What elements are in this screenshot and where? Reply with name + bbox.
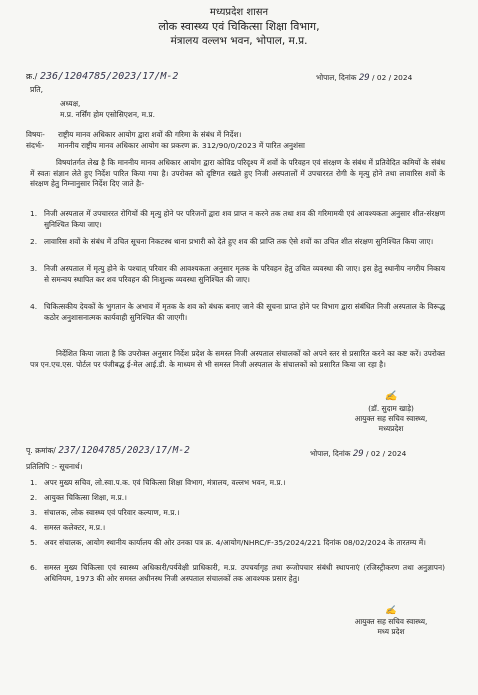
list-item	[30, 302, 445, 323]
copy-to-label: प्रतिलिपि :- सूचनार्थ।	[26, 462, 83, 471]
copy-item	[30, 563, 445, 584]
signature-date-label: भोपाल, दिनांक	[310, 449, 351, 458]
signature-scribble: ✍	[385, 606, 397, 616]
letterhead	[0, 6, 478, 49]
ref-label: क्र./	[26, 72, 38, 81]
copy-item	[30, 493, 445, 504]
header-line3: मंत्रालय वल्लभ भवन, भोपाल, म.प्र.	[170, 35, 308, 48]
list-item	[30, 209, 445, 230]
ref-date-day: 29	[358, 73, 370, 83]
copy-item-number: 3.	[30, 508, 38, 517]
copy-item-number: 6.	[30, 563, 38, 572]
reference-label: संदर्भः-	[26, 141, 45, 151]
signature-scribble: ✍	[384, 391, 398, 402]
copy-item-number: 2.	[30, 493, 38, 502]
ref-date-rest: / 02 / 2024	[372, 73, 413, 82]
copy-item-text: आयुक्त चिकित्सा शिक्षा, म.प्र.।	[44, 493, 127, 502]
list-item-text: निजी अस्पताल में उपचाररत रोगियों की मृत्यु होने पर परिजनों द्वारा शव प्राप्त न करने तक तथा शव की गरिमामयी एवं आवश्यकता अनुसार शीत-संरक्षण सुनिश्चित किया जाए।	[44, 209, 445, 229]
copy-item	[30, 478, 445, 489]
copy-item	[30, 538, 445, 549]
endorsement-number-row	[26, 444, 190, 458]
list-item	[30, 264, 445, 285]
copy-item-text: अपर मुख्य सचिव, लो.स्वा.प.क. एवं चिकित्सा शिक्षा विभाग, मंत्रालय, वल्लभ भवन, म.प्र.।	[44, 478, 286, 487]
header-line1: मध्यप्रदेश शासन	[209, 7, 269, 18]
prati-label: प्रति,	[30, 85, 44, 94]
list-item-text: निजी अस्पताल में मृत्यु होने के पश्चात् परिवार की आवश्यकता अनुसार मृतक के परिवहन हेतु उचित व्यवस्था की जाए। इस हेतु स्थानीय नगरीय निकाय से समन्वय स्थापित कर शव परिवहन की निःशुल्क व्यवस्था सुनिश्चित की जाए।	[44, 264, 445, 284]
recipient-block	[60, 99, 155, 120]
signatory-state: मध्य प्रदेश	[377, 626, 405, 636]
copy-item-number: 5.	[30, 538, 38, 547]
copy-item-number: 1.	[30, 478, 38, 487]
reference-text: माननीय राष्ट्रीय मानव अधिकार आयोग का प्रकरण क्र. 312/90/0/2023 में पारित अनुशंसा	[58, 141, 305, 151]
header-line2: लोक स्वास्थ्य एवं चिकित्सा शिक्षा विभाग,	[158, 19, 320, 33]
copy-item-text: अवर संचालक, आयोग स्थानीय कार्यालय की ओर उनका पत्र क्र. 4/आयोग/NHRC/F-35/2024/221 दिनांक 08/02/2024 के तारतम्य में।	[44, 538, 426, 547]
ref-date	[316, 72, 412, 85]
copy-item	[30, 508, 445, 519]
list-item-number: 4.	[30, 302, 38, 311]
list-item-text: लावारिस शवों के संबंध में उचित सूचना निकटस्थ थाना प्रभारी को देते हुए शव की प्राप्ति तक ऐसे शवों का उचित शीत संरक्षण सुनिश्चित किया जाए।	[44, 237, 434, 246]
body-paragraph-1: विषयांतर्गत लेख है कि माननीय मानव अधिकार आयोग द्वारा कोविड परिदृश्य में शवों के परिवहन एवं संरक्षण के संबंध में प्रतिवेदित कमियों के संबंध में स्वतः संज्ञान लेते हुए निर्देश पारित किया गया है। उपरोक्त को दृष्टिगत रखते हुए निजी अस्पतालों में उपचाररत रोगी के मृत्यु होने तथा लावारिस शवों के संरक्षण हेतु निम्नानुसार निर्देश दिए जाते हैः-	[30, 158, 445, 189]
signature-date-day: 29	[352, 449, 364, 459]
ref-number: 236/1204785/2023/17/M-2	[39, 71, 179, 82]
body-paragraph-2: निर्देशित किया जाता है कि उपरोक्त अनुसार निर्देश प्रदेश के समस्त निजी अस्पताल संचालकों को अपने स्तर से प्रसारित करने का कष्ट करें। उपरोक्त पत्र एन.एच.एस. पोर्टल पर पंजीबद्ध ई-मेल आई.डी. के माध्यम से भी समस्त निजी अस्पताल के संचालकों को प्रसारित किया जा रहा है।	[30, 349, 445, 369]
signatory-title: आयुक्त सह सचिव स्वास्थ्य,	[354, 413, 428, 423]
list-item-number: 2.	[30, 237, 38, 246]
copy-item-number: 4.	[30, 523, 38, 532]
recipient-line2: म.प्र. नर्सिंग होम एसोसिएशन, म.प्र.	[60, 109, 155, 119]
signature-date	[310, 448, 406, 461]
subject-block	[26, 129, 456, 151]
copy-item	[30, 523, 445, 534]
signature-date-rest: / 02 / 2024	[366, 449, 407, 458]
recipient-line1: अध्यक्ष,	[60, 99, 81, 108]
list-item	[30, 237, 445, 248]
list-item-text: चिकित्सकीय देयकों के भुगतान के अभाव में मृतक के शव को बंधक बनाए जाने की सूचना प्राप्त होने पर विभाग द्वारा संबंधित निजी अस्पताल के विरूद्ध कठोर अनुशासनात्मक कार्यवाही सुनिश्चित की जाएगी।	[44, 302, 445, 322]
endorsement-label: पृ. क्रमांक/	[26, 446, 56, 455]
signature-block-2	[316, 605, 466, 637]
ref-number-row	[26, 70, 178, 85]
endorsement-number: 237/1204785/2023/17/M-2	[58, 445, 190, 456]
signature-block-1	[316, 390, 466, 434]
copy-item-text: समस्त मुख्य चिकित्सा एवं स्वास्थ्य अधिकारी/पर्यवेक्षी प्राधिकारी, म.प्र. उपचर्यागृह तथा रूजोपचार संबंधी स्थापनाएं (रजिस्ट्रीकरण तथा अनुज्ञापन) अधिनियम, 1973 की ओर समस्त अधीनस्थ निजी अस्पताल संचालकों तक आवश्यक प्रसार हेतु।	[44, 563, 445, 583]
copy-item-text: संचालक, लोक स्वास्थ्य एवं परिवार कल्याण, म.प्र.।	[44, 508, 180, 517]
ref-date-label: भोपाल, दिनांक	[316, 73, 357, 82]
subject-label: विषयः-	[26, 130, 45, 139]
signatory-title: आयुक्त सह सचिव स्वास्थ्य,	[354, 617, 428, 626]
signatory-state: मध्यप्रदेश	[378, 423, 404, 433]
copy-item-text: समस्त कलेक्टर, म.प्र.।	[44, 523, 106, 532]
list-item-number: 3.	[30, 264, 38, 273]
subject-text: राष्ट्रीय मानव अधिकार आयोग द्वारा शवों की गरिमा के संबंध में निर्देश।	[58, 130, 242, 139]
signatory-name: (डॉ. सुदाम खाड़े)	[368, 404, 414, 413]
list-item-number: 1.	[30, 209, 38, 218]
